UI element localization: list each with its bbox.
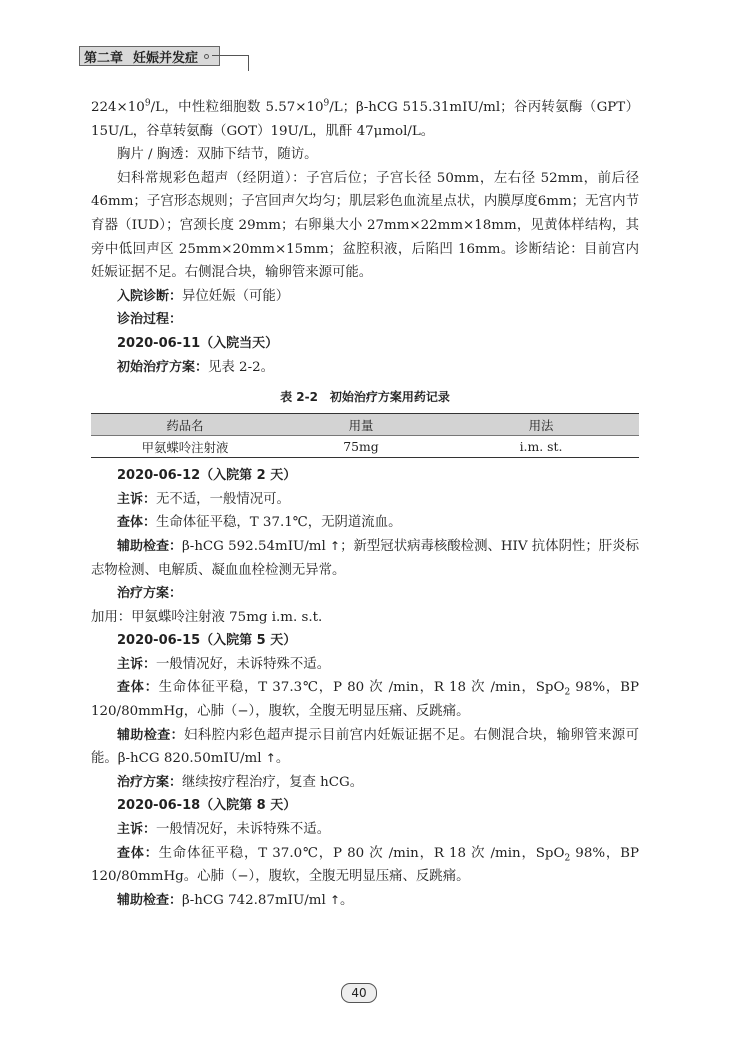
process-heading: 诊治过程：: [117, 312, 183, 328]
cell-usage: i.m. st.: [443, 436, 639, 458]
day5-heading: 2020-06-15（入院第 5 天）: [117, 633, 297, 649]
up-arrow-icon: ↑: [329, 892, 341, 907]
column-header-usage: 用法: [443, 414, 639, 436]
up-arrow-icon: ↑: [265, 751, 276, 766]
header-rule-tick: [248, 55, 249, 71]
header-rule: [212, 55, 248, 56]
day8-complaint: 主诉：一般情况好，未诉特殊不适。: [117, 822, 331, 838]
page-number: 40: [341, 983, 377, 1003]
cell-dose: 75mg: [279, 436, 443, 458]
day2-heading: 2020-06-12（入院第 2 天）: [117, 468, 297, 484]
table-caption: 表 2-2 初始治疗方案用药记录: [280, 390, 450, 405]
chest-xray-paragraph: 胸片 / 胸透：双肺下结节，随访。: [117, 147, 318, 163]
running-header: [79, 46, 220, 66]
day1-heading: 2020-06-11（入院当天）: [117, 335, 279, 351]
lab-results-paragraph: $224\times 10^9/L$，中性粒细胞数 $5.57\times 10^9/L$；β-hCG 515.31mIU/ml；谷丙转氨酶（GPT）15U/L，谷草转氨酶（GOT）19U/L，肌酐 47μmol/L。: [91, 98, 639, 139]
day8-exam: 查体：生命体征平稳，T 37.0℃，P 80 次 /min，R 18 次 /min，SpO$_2$ 98%，BP 120/80mmHg。心肺（−），腹软，全腹无明显压痛、反跳痛。: [91, 845, 639, 885]
day5-exam: 查体：生命体征平稳，T 37.3℃，P 80 次 /min，R 18 次 /min，SpO$_2$ 98%，BP 120/80mmHg，心肺（−），腹软，全腹无明显压痛、反跳痛。: [91, 680, 639, 720]
chapter-tab: [79, 46, 220, 66]
header-dot-icon: [204, 54, 209, 59]
medication-table: [91, 413, 639, 458]
page-body: [91, 96, 639, 912]
column-header-drug: 药品名: [91, 414, 279, 436]
day5-aux: 辅助检查：妇科腔内彩色超声提示目前宫内妊娠证据不足。右侧混合块，输卵管来源可能。β-hCG 820.50mIU/ml ↑。: [91, 727, 639, 767]
admission-diagnosis: 入院诊断：异位妊娠（可能）: [117, 288, 290, 304]
initial-plan: 初始治疗方案：见表 2-2。: [117, 359, 275, 375]
cell-drug: 甲氨蝶呤注射液: [91, 436, 279, 458]
day2-plan-heading: 治疗方案：: [117, 586, 183, 602]
column-header-dose: 用量: [279, 414, 443, 436]
chapter-title: 妊娠并发症: [133, 50, 199, 66]
day5-complaint: 主诉：一般情况好，未诉特殊不适。: [117, 656, 331, 672]
day2-exam: 查体：生命体征平稳，T 37.1℃，无阴道流血。: [117, 515, 402, 531]
day5-plan: 治疗方案：继续按疗程治疗，复查 hCG。: [117, 774, 364, 790]
chapter-number: 第二章: [84, 50, 124, 66]
day2-aux: 辅助检查：β-hCG 592.54mIU/ml ↑；新型冠状病毒核酸检测、HIV 抗体阴性；肝炎标志物检测、电解质、凝血血栓检测无异常。: [91, 538, 639, 578]
day8-heading: 2020-06-18（入院第 8 天）: [117, 798, 297, 814]
day8-aux: 辅助检查：β-hCG 742.87mIU/ml ↑。: [117, 892, 354, 908]
ultrasound-paragraph: 妇科常规彩色超声（经阴道）：子宫后位；子宫长径 50mm，左右径 52mm，前后径 46mm；子宫形态规则；子宫回声欠均匀；肌层彩色血流星点状，内膜厚度6mm；无宫内节育器（IUD）；宫颈长度 29mm；右卵巢大小 27mm×22mm×18mm，见黄体样结构，其旁中低回声区 25mm×20mm×15mm；盆腔积液，后陷凹 16mm。诊断结论：目前宫内妊娠证据不足。右侧混合块，输卵管来源可能。: [91, 170, 639, 281]
table-header-row: [91, 414, 639, 436]
up-arrow-icon: ↑: [330, 538, 341, 553]
day2-plan: 加用：甲氨蝶呤注射液 75mg i.m. s.t.: [91, 609, 323, 625]
day2-complaint: 主诉：无不适，一般情况可。: [117, 491, 290, 507]
table-row: [91, 436, 639, 458]
